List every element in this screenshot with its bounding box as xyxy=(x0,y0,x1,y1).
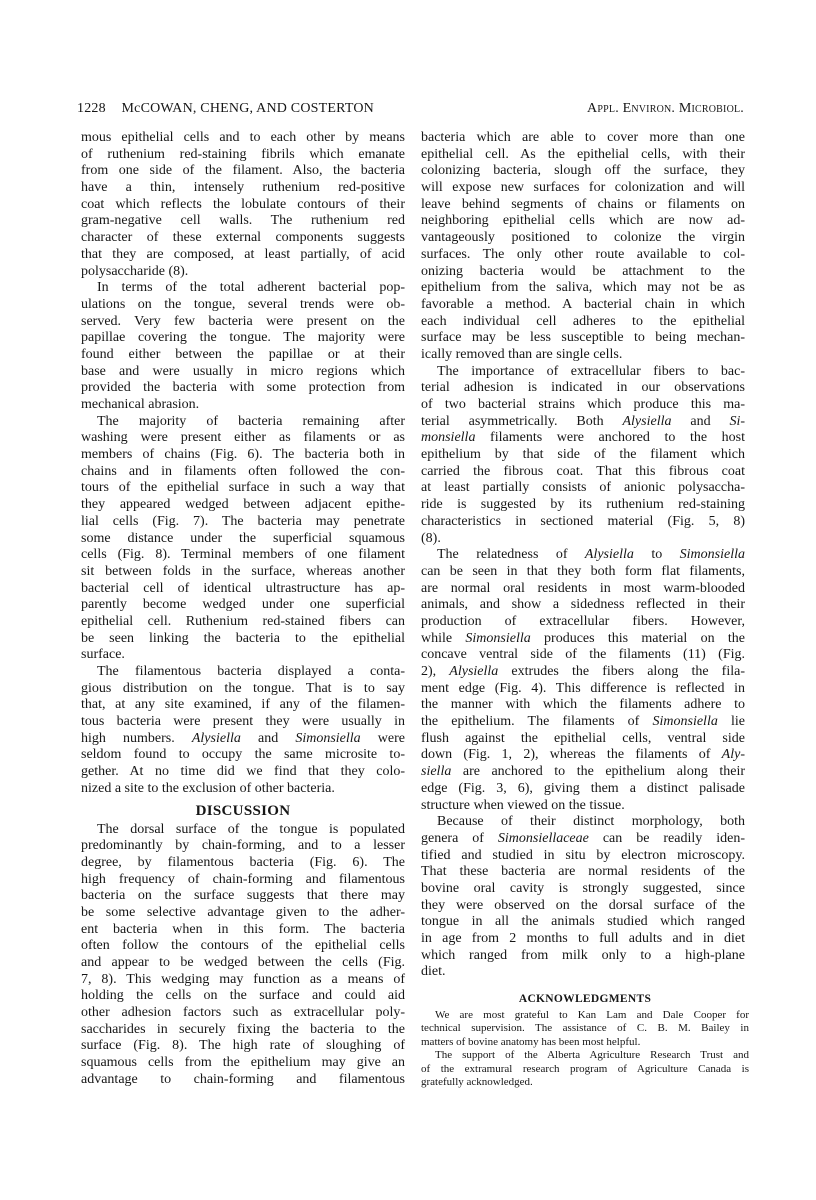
text-line: production of extracellular fibers. However, xyxy=(421,613,745,629)
text-line: technical supervision. The assistance of C. B. M. Bailey in xyxy=(421,1022,749,1035)
text-line: lial cells (Fig. 7). The bacteria may penetrate xyxy=(81,513,405,529)
text-line: that, at any site examined, if any of the filamen- xyxy=(81,697,405,713)
text-line: washing were present either as filaments or as xyxy=(81,430,405,446)
genus-name: Simonsiellaceae xyxy=(497,830,589,846)
text-line: character of these external components suggests xyxy=(81,230,405,246)
text-line: of two bacterial strains which produce this ma- xyxy=(421,397,745,412)
text-line: tified and studied in situ by electron microscopy. xyxy=(421,847,745,863)
text-line: epithelium from the saliva, which may not be as xyxy=(421,280,745,296)
text-line: provided the bacteria with some protection from xyxy=(81,380,405,396)
text-line: they were observed on the dorsal surface of the xyxy=(421,897,745,913)
paragraph xyxy=(421,1049,749,1089)
text-line: vantageously positioned to colonize the virgin xyxy=(421,230,745,246)
text-line: base and were usually in micro regions which xyxy=(81,363,405,379)
text-line: tongue in all the animals studied which ranged xyxy=(421,914,745,930)
text-line: parently become wedged under one superficial xyxy=(81,597,405,613)
text-line: seldom found to occupy the same microsite to- xyxy=(81,747,405,763)
text-line: members of chains (Fig. 6). The bacteria both in xyxy=(81,447,405,463)
author-names: McCOWAN, CHENG, AND COSTERTON xyxy=(121,101,374,116)
text-line: epithelial cell. As the epithelial cells, with their xyxy=(421,146,745,162)
text-line: carried the fibrous coat. That this fibrous coat xyxy=(421,463,745,479)
text-line: of ruthenium red-staining fibrils which emanate xyxy=(81,146,405,162)
text-line: ment edge (Fig. 4). This difference is reflected in xyxy=(421,680,745,696)
text-line: bovine oral cavity is strongly suggested, since xyxy=(421,880,745,896)
paragraph xyxy=(81,664,405,798)
genus-name: Aly- xyxy=(721,747,745,763)
text-line: The relatedness of Alysiella to Simonsiella xyxy=(437,547,745,563)
text-line: The importance of extracellular fibers to bac- xyxy=(437,363,745,379)
paragraph xyxy=(421,130,745,364)
paragraph xyxy=(81,280,405,414)
text-line: and appear to be wedged between the cells (Fig. xyxy=(81,955,405,970)
genus-name: Simonsiella xyxy=(652,714,718,730)
text-line: 7, 8). This wedging may function as a means of xyxy=(81,971,405,987)
text-line: the epithelium. The filaments of Simonsiella lie xyxy=(421,714,745,730)
text-line: gious distribution on the tongue. That is to say xyxy=(81,680,405,696)
text-line: ically removed than are single cells. xyxy=(421,346,623,362)
running-header-left xyxy=(77,101,374,117)
text-line: bacteria which are able to cover more than one xyxy=(421,130,745,145)
text-line: bacteria on the surface suggests that there may xyxy=(81,888,405,904)
text-line: tours of the epithelial surface in such a way that xyxy=(81,480,405,496)
text-line: of the extramural research program of Agriculture Canada is xyxy=(421,1062,749,1075)
text-line: squamous cells from the epithelium may give an xyxy=(81,1055,405,1071)
text-line: some distance under the superficial squamous xyxy=(81,530,405,546)
text-line: from one side of the filament. Also, the bacteria xyxy=(81,163,405,179)
text-line: saccharides in securely fixing the bacteria to the xyxy=(81,1021,405,1037)
acknowledgments-section xyxy=(421,990,749,1089)
text-line: edge (Fig. 3, 6), giving them a distinct palisade xyxy=(421,780,745,796)
paragraph xyxy=(81,822,405,1089)
text-line: at least partially consists of anionic polysaccha- xyxy=(421,480,745,496)
text-line: chains and in filaments often followed the con- xyxy=(81,463,405,479)
text-line: gether. At no time did we find that they colo- xyxy=(81,764,405,780)
text-line: gratefully acknowledged. xyxy=(421,1075,533,1088)
paragraph xyxy=(81,414,405,664)
text-line: onizing bacteria would be attachment to the xyxy=(421,263,745,279)
text-line: cells (Fig. 8). Terminal members of one filament xyxy=(81,547,405,563)
text-line: ride is suggested by its ruthenium red-staining xyxy=(421,497,745,513)
text-line: colonizing bacteria, slough off the surface, they xyxy=(421,163,745,179)
text-line: We are most grateful to Kan Lam and Dale Cooper for xyxy=(435,1009,749,1021)
text-line: matters of bovine anatomy has been most helpful. xyxy=(421,1035,641,1048)
text-line: holding the cells on the surface and could aid xyxy=(81,988,405,1004)
text-line: (8). xyxy=(421,530,441,546)
genus-name: Simonsiella xyxy=(465,630,531,646)
text-line: siella are anchored to the epithelium along their xyxy=(421,764,745,780)
text-line: served. Very few bacteria were present on the xyxy=(81,313,405,329)
text-line: In terms of the total adherent bacterial pop- xyxy=(97,280,405,296)
text-line: each individual cell adheres to the epithelial xyxy=(421,313,745,329)
text-line: ent bacteria when in this form. The bacteria xyxy=(81,921,405,937)
genus-name: Alysiella xyxy=(191,730,241,746)
text-line: polysaccharide (8). xyxy=(81,263,189,279)
text-line: nized a site to the exclusion of other bacteria. xyxy=(81,780,335,796)
text-line: in age from 2 months to full adults and in diet xyxy=(421,931,745,946)
text-line: diet. xyxy=(421,964,446,980)
text-line: concave ventral side of the filaments (11) (Fig. xyxy=(421,647,745,663)
text-line: The majority of bacteria remaining after xyxy=(97,413,405,429)
text-line: flush against the epithelial cells, ventral side xyxy=(421,730,745,746)
genus-name: siella xyxy=(421,764,452,780)
text-line: will expose new surfaces for colonization and will xyxy=(421,180,745,196)
text-line: epithelial cell. Ruthenium red-stained fibers can xyxy=(81,613,405,629)
text-line: other adhesion factors such as extracellular poly- xyxy=(81,1005,405,1021)
text-line: gram-negative cell walls. The ruthenium red xyxy=(81,213,405,229)
text-line: degree, by filamentous bacteria (Fig. 6). The xyxy=(81,854,405,870)
text-line: can be seen in that they both form flat filaments, xyxy=(421,563,745,579)
text-line: The support of the Alberta Agriculture Research Trust and xyxy=(435,1049,749,1062)
text-line: coat which reflects the lobulate contours of their xyxy=(81,196,405,212)
genus-name: Simonsiella xyxy=(679,547,745,563)
text-line: surface (Fig. 8). The high rate of sloughing of xyxy=(81,1038,405,1054)
text-line: often follow the contours of the epithelial cells xyxy=(81,938,405,954)
text-line: The dorsal surface of the tongue is populated xyxy=(97,821,405,837)
paragraph xyxy=(421,814,745,981)
section-heading: ACKNOWLEDGMENTS xyxy=(518,993,652,1005)
text-line: which ranged from milk only to a high-plane xyxy=(421,947,745,963)
text-line: be seen linking the bacteria to the epithelial xyxy=(81,630,405,646)
text-line: characteristics in sectioned material (Fig. 5, 8) xyxy=(421,513,745,529)
text-line: animals, and show a sidedness reflected in their xyxy=(421,597,745,613)
text-line: mous epithelial cells and to each other by means xyxy=(81,130,405,145)
text-line: 2), Alysiella extrudes the fibers along the fila- xyxy=(421,664,745,679)
text-line: while Simonsiella produces this material on the xyxy=(421,630,745,646)
text-line: ulations on the tongue, several trends were ob- xyxy=(81,296,405,312)
text-line: have a thin, intensely ruthenium red-positive xyxy=(81,180,405,196)
text-line: leave behind segments of chains or filaments on xyxy=(421,196,745,212)
text-line: be some selective advantage given to the adher- xyxy=(81,904,405,920)
text-line: The filamentous bacteria displayed a conta- xyxy=(97,664,405,679)
genus-name: Alysiella xyxy=(449,664,499,679)
paragraph xyxy=(81,130,405,280)
text-line: That these bacteria are normal residents of the xyxy=(421,864,745,880)
text-line: surface. xyxy=(81,647,125,663)
text-line: epithelium by that side of the filament which xyxy=(421,447,745,463)
text-line: genera of Simonsiellaceae can be readily iden- xyxy=(421,830,745,846)
text-line: advantage to chain-forming and filamentous xyxy=(81,1071,405,1087)
paragraph xyxy=(421,1009,749,1049)
genus-name: Alysiella xyxy=(584,547,634,563)
genus-name: Simonsiella xyxy=(295,730,361,746)
genus-name: Si- xyxy=(729,413,745,429)
text-line: neighboring epithelial cells which are now ad- xyxy=(421,213,745,229)
text-line: terial adhesion is indicated in our observations xyxy=(421,380,745,396)
paragraph xyxy=(421,364,745,548)
page-number: 1228 xyxy=(77,101,106,116)
text-line: sit between folds in the surface, whereas another xyxy=(81,563,405,579)
text-line: found either between the papillae or at their xyxy=(81,346,405,362)
text-line: terial asymmetrically. Both Alysiella and Si- xyxy=(421,413,745,429)
left-column xyxy=(81,130,405,1089)
text-line: predominantly by chain-forming, and to a lesser xyxy=(81,838,405,854)
text-line: structure when viewed on the tissue. xyxy=(421,797,625,813)
text-line: high numbers. Alysiella and Simonsiella were xyxy=(81,730,405,746)
text-line: high frequency of chain-forming and filamentous xyxy=(81,871,405,887)
section-heading: DISCUSSION xyxy=(195,802,291,819)
text-line: they appeared wedged between adjacent epithe- xyxy=(81,497,405,513)
text-line: Because of their distinct morphology, both xyxy=(437,814,745,830)
paragraph xyxy=(421,547,745,814)
text-line: favorable a method. A bacterial chain in which xyxy=(421,296,745,312)
text-line: monsiella filaments were anchored to the host xyxy=(421,430,745,446)
text-line: bacterial cell of identical ultrastructure has ap- xyxy=(81,580,405,596)
text-line: that they are composed, at least partially, of acid xyxy=(81,246,405,262)
genus-name: Alysiella xyxy=(622,413,672,429)
text-line: papillae covering the tongue. The majority were xyxy=(81,330,405,346)
text-line: surfaces. The only other route available to col- xyxy=(421,246,745,262)
text-line: down (Fig. 1, 2), whereas the filaments of Aly- xyxy=(421,747,745,763)
text-line: tous bacteria were present they were usually in xyxy=(81,714,405,730)
genus-name: monsiella xyxy=(421,430,476,446)
text-line: surface may be less susceptible to being mechan- xyxy=(421,330,745,346)
text-line: are normal oral residents in most warm-blooded xyxy=(421,580,745,596)
text-line: the manner with which the filaments adhere to xyxy=(421,697,745,713)
journal-name: Appl. Environ. Microbiol. xyxy=(587,101,744,116)
text-line: mechanical abrasion. xyxy=(81,397,200,412)
right-column xyxy=(421,130,745,981)
